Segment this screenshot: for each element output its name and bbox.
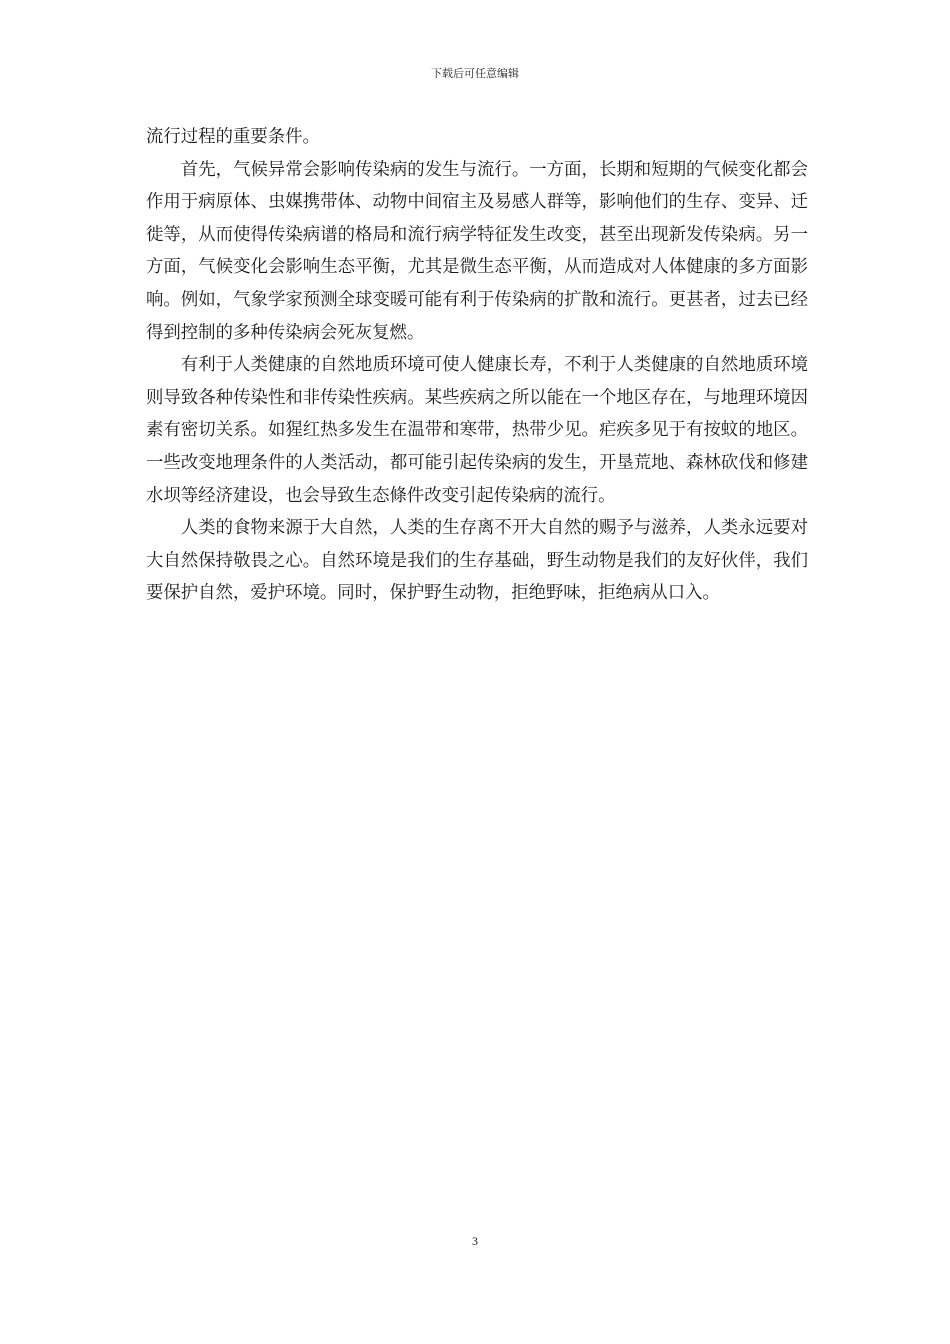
page-number: 3	[472, 1234, 478, 1248]
paragraph-climate: 首先，气候异常会影响传染病的发生与流行。一方面，长期和短期的气候变化都会作用于病原体、虫媒携带体、动物中间宿主及易感人群等，影响他们的生存、变异、迁徙等，从而使得传染病谱的格局和流行病学特征发生改变，甚至出现新发传染病。另一方面，气候变化会影响生态平衡，尤其是微生态平衡，从而造成对人体健康的多方面影响。例如，气象学家预测全球变暖可能有利于传染病的扩散和流行。更甚者，过去已经得到控制的多种传染病会死灰复燃。	[146, 159, 808, 343]
paragraph-continuation: 流行过程的重要条件。	[146, 127, 320, 147]
document-body	[146, 121, 808, 610]
paragraph-nature: 人类的食物来源于大自然，人类的生存离不开大自然的赐予与滋养，人类永远要对大自然保持敬畏之心。自然环境是我们的生存基础，野生动物是我们的友好伙伴，我们要保护自然，爱护环境。同时，保护野生动物，拒绝野味，拒绝病从口入。	[146, 518, 808, 604]
page-header: 下载后可任意编辑	[431, 67, 519, 80]
paragraph-geology: 有利于人类健康的自然地质环境可使人健康长寿，不利于人类健康的自然地质环境则导致各种传染性和非传染性疾病。某些疾病之所以能在一个地区存在，与地理环境因素有密切关系。如猩红热多发生在温带和寒带，热带少见。疟疾多见于有按蚊的地区。一些改变地理条件的人类活动，都可能引起传染病的发生，开垦荒地、森林砍伐和修建水坝等经济建设，也会导致生态條件改变引起传染病的流行。	[146, 355, 808, 506]
